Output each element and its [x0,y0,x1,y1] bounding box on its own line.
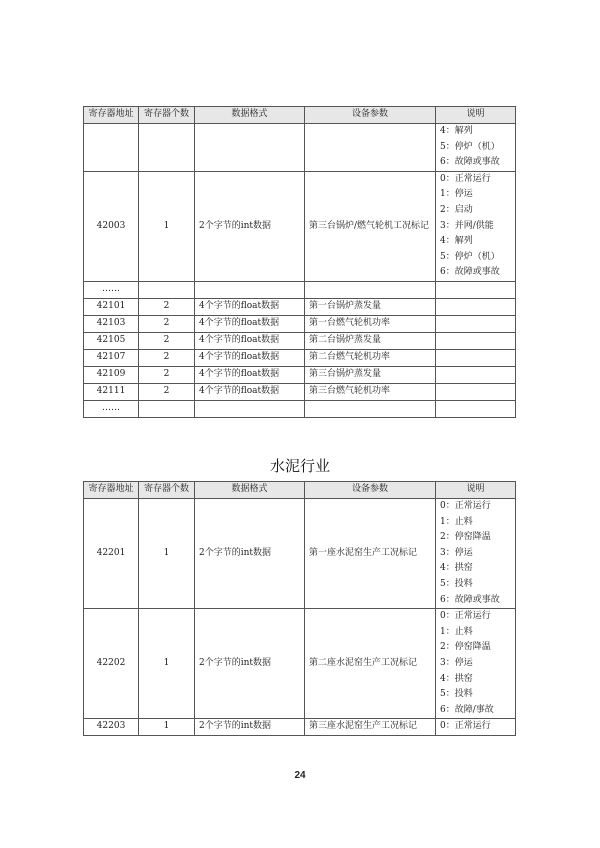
table-row [84,719,516,736]
count-cell: 1 [139,171,195,281]
address-cell: 42101 [84,298,139,315]
empty-cell [436,281,516,298]
description-cell [436,383,516,400]
ellipsis-row [84,281,516,298]
ellipsis-cell: …… [84,400,139,417]
address-cell: 42103 [84,315,139,332]
status-line: 6：故障/事故 [440,704,494,715]
address-cell: 42201 [84,499,139,609]
format-cell: 2个字节的int数据 [195,609,305,719]
header-format: 数据格式 [195,482,305,499]
address-cell: 42111 [84,383,139,400]
status-line: 4：拱窑 [440,673,473,684]
page-number: 24 [294,770,306,781]
description-cell [436,366,516,383]
header-description: 说明 [436,107,516,124]
description-cell [436,171,516,281]
status-line: 6：故障或事故 [440,267,500,278]
table-row [84,609,516,719]
header-parameter: 设备参数 [305,482,436,499]
empty-cell [139,400,195,417]
format-cell: 4个字节的float数据 [195,366,305,383]
section-title: 水泥行业 [269,457,330,475]
status-line: 3：停运 [440,547,473,558]
address-cell [84,124,139,172]
address-cell: 42202 [84,609,139,719]
format-cell: 4个字节的float数据 [195,332,305,349]
status-line: 4：解列 [440,126,473,136]
register-table-cement [83,481,516,736]
parameter-cell: 第一座水泥窑生产工况标记 [305,499,436,609]
count-cell: 2 [139,315,195,332]
description-cell [436,349,516,366]
description-cell [436,332,516,349]
parameter-cell: 第二台锅炉蒸发量 [305,332,436,349]
status-line: 5：投料 [440,578,473,589]
format-cell: 4个字节的float数据 [195,349,305,366]
parameter-cell: 第一台锅炉蒸发量 [305,298,436,315]
parameter-cell: 第三台锅炉/燃气轮机工况标记 [305,171,436,281]
format-cell: 4个字节的float数据 [195,315,305,332]
format-cell: 4个字节的float数据 [195,298,305,315]
parameter-cell: 第三台锅炉蒸发量 [305,366,436,383]
table-row [84,171,516,281]
header-address: 寄存器地址 [84,482,139,499]
count-cell: 1 [139,719,195,736]
address-cell: 42109 [84,366,139,383]
header-format: 数据格式 [195,107,305,124]
status-line: 1：停运 [440,189,473,200]
table-row [84,349,516,366]
status-line: 5：投料 [440,689,473,700]
ellipsis-row [84,400,516,417]
empty-cell [436,400,516,417]
header-count: 寄存器个数 [139,482,195,499]
parameter-cell [305,124,436,172]
address-cell: 42003 [84,171,139,281]
count-cell: 2 [139,332,195,349]
table-header-row [84,107,516,124]
status-line: 4：解列 [440,236,473,247]
table-row [84,332,516,349]
format-cell: 2个字节的int数据 [195,719,305,736]
header-description: 说明 [436,482,516,499]
status-line: 0：正常运行 [440,611,491,622]
format-cell [195,124,305,172]
status-line: 1：止料 [440,516,473,527]
count-cell: 1 [139,499,195,609]
description-cell [436,499,516,609]
status-line: 0：正常运行 [440,501,491,511]
table-row [84,315,516,332]
count-cell: 1 [139,609,195,719]
parameter-cell: 第二座水泥窑生产工况标记 [305,609,436,719]
status-line: 2：停窑降温 [440,532,491,543]
status-line: 5：停炉（机） [440,141,500,152]
status-line: 3：并网/供能 [440,220,494,231]
description-cell [436,719,516,736]
count-cell: 2 [139,383,195,400]
status-line: 3：停运 [440,657,473,668]
status-line: 6：故障或事故 [440,157,500,168]
table-row [84,499,516,609]
description-cell [436,609,516,719]
header-count: 寄存器个数 [139,107,195,124]
status-line: 1：止料 [440,626,473,637]
header-address: 寄存器地址 [84,107,139,124]
status-line: 2：停窑降温 [440,642,491,653]
format-cell: 2个字节的int数据 [195,499,305,609]
address-cell: 42105 [84,332,139,349]
status-line: 0：正常运行 [440,721,491,732]
table-row [84,298,516,315]
table-row [84,366,516,383]
empty-cell [305,400,436,417]
empty-cell [195,400,305,417]
status-line: 6：故障或事故 [440,594,500,605]
count-cell: 2 [139,298,195,315]
empty-cell [139,281,195,298]
description-cell [436,124,516,172]
address-cell: 42203 [84,719,139,736]
description-cell [436,315,516,332]
empty-cell [195,281,305,298]
parameter-cell: 第二台燃气轮机功率 [305,349,436,366]
status-line: 2：启动 [440,204,473,215]
parameter-cell: 第三台燃气轮机功率 [305,383,436,400]
table-row [84,383,516,400]
register-table-boiler [83,106,516,418]
status-line: 4：拱窑 [440,563,473,574]
format-cell: 2个字节的int数据 [195,171,305,281]
address-cell: 42107 [84,349,139,366]
table-row [84,124,516,172]
header-parameter: 设备参数 [305,107,436,124]
parameter-cell: 第三座水泥窑生产工况标记 [305,719,436,736]
status-line: 5：停炉（机） [440,251,500,262]
count-cell: 2 [139,366,195,383]
description-cell [436,298,516,315]
table-header-row [84,482,516,499]
ellipsis-cell: …… [84,281,139,298]
count-cell: 2 [139,349,195,366]
empty-cell [305,281,436,298]
status-line: 0：正常运行 [440,173,491,184]
format-cell: 4个字节的float数据 [195,383,305,400]
count-cell [139,124,195,172]
parameter-cell: 第一台燃气轮机功率 [305,315,436,332]
